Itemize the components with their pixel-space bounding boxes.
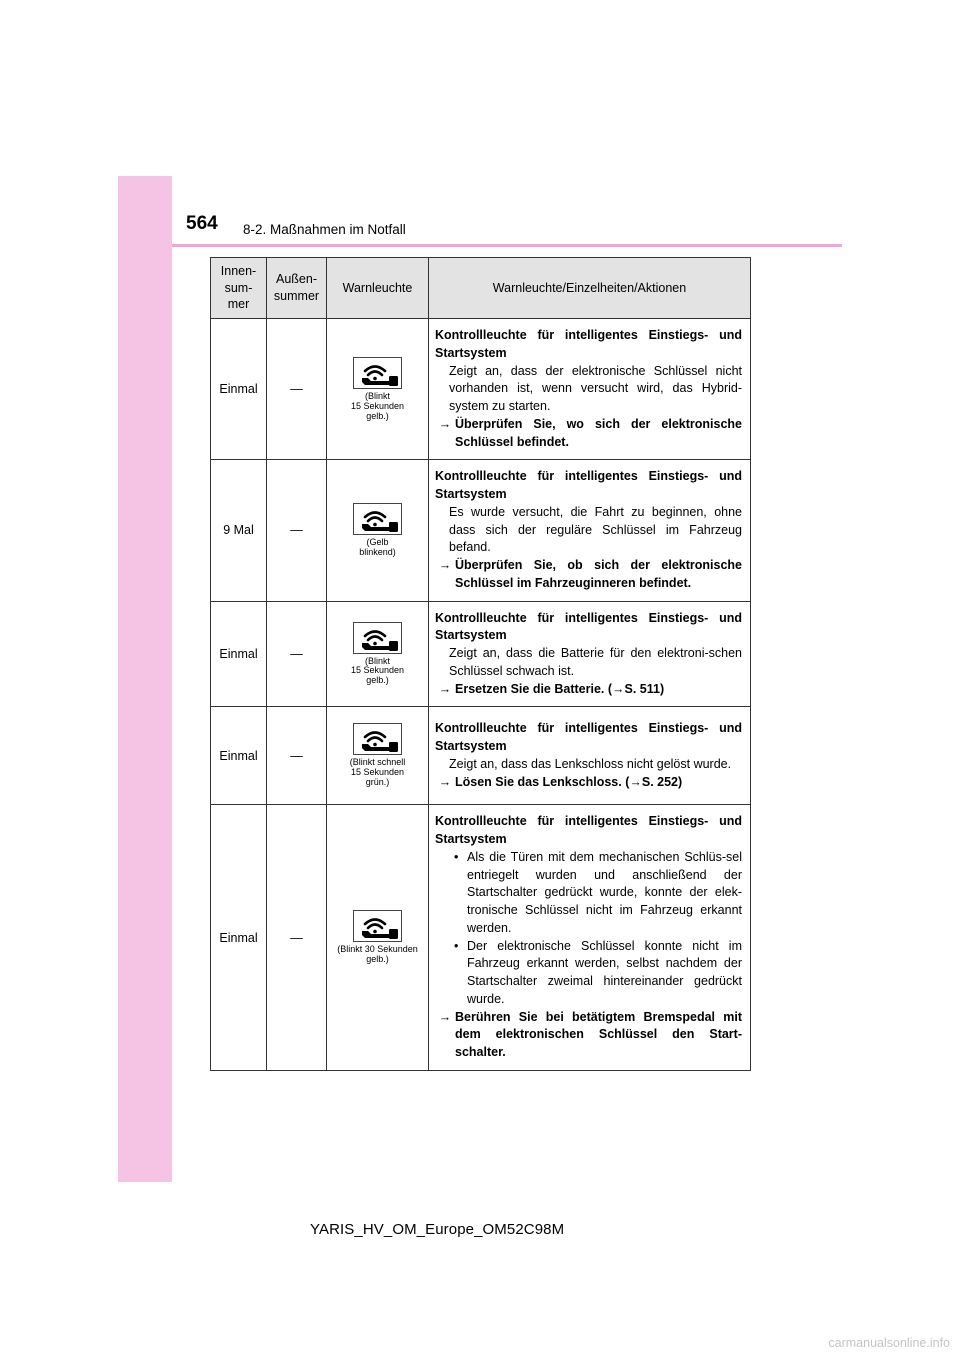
action-text: Überprüfen Sie, ob sich der elektronische Schlüssel im Fahrzeuginneren befindet. [455, 558, 742, 590]
buzzer-count: Einmal [211, 601, 267, 707]
smart-key-warning-icon [353, 723, 402, 755]
table-row [211, 319, 751, 460]
page-number: 564 [186, 213, 218, 234]
action-text: Überprüfen Sie, wo sich der elektronische Schlüssel befindet. [455, 416, 742, 449]
warning-light-cell [327, 707, 429, 805]
details-cell [429, 319, 751, 460]
warning-light-cell [327, 805, 429, 1071]
smart-key-warning-icon [353, 357, 402, 389]
action-text: Ersetzen Sie die Batterie. (→S. 511) [455, 681, 665, 696]
arrow-icon: → [438, 774, 452, 789]
detail-action [435, 774, 742, 792]
bullet-icon: • [454, 938, 459, 953]
col-header-outer-buzzer: Außen- summer [267, 258, 327, 319]
table-row [211, 707, 751, 805]
detail-action [435, 416, 742, 452]
section-title: 8-2. Maßnahmen im Notfall [243, 222, 406, 237]
details-cell [429, 460, 751, 601]
document-id: YARIS_HV_OM_Europe_OM52C98M [310, 1221, 565, 1238]
details-cell [429, 601, 751, 707]
detail-title: Kontrollleuchte für intelligentes Einstiegs- und Startsystem [435, 814, 742, 846]
outer-buzzer-dash: — [267, 319, 327, 460]
warning-light-cell [327, 601, 429, 707]
table-header-row [211, 258, 751, 319]
arrow-icon: → [438, 1009, 452, 1024]
detail-title: Kontrollleuchte für intelligentes Einstiegs- und Startsystem [435, 469, 742, 501]
arrow-icon: → [438, 416, 452, 431]
table-row [211, 460, 751, 601]
buzzer-count: Einmal [211, 319, 267, 460]
details-cell [429, 805, 751, 1071]
smart-key-warning-icon [353, 622, 402, 654]
warning-table [210, 257, 751, 1071]
detail-text: Zeigt an, dass die Batterie für den elektroni-schen Schlüssel schwach ist. [449, 646, 742, 678]
bullet-text: Der elektronische Schlüssel konnte nicht im Fahrzeug erkannt werden, selbst nachdem der Startschalter zweimal hintereinander gedrückt wurde. [467, 938, 742, 1006]
warning-light-cell [327, 319, 429, 460]
buzzer-count: 9 Mal [211, 460, 267, 601]
bullet-text: Als die Türen mit dem mechanischen Schlüs-sel entriegelt wurden und anschließend der Startschalter gedrückt wurde, konnte der elek-tronische Schlüssel nicht im Fahrzeug erkannt werden. [467, 849, 742, 935]
lamp-note: (Blinkt 15 Sekunden gelb.) [350, 390, 405, 421]
smart-key-warning-icon [353, 503, 402, 535]
watermark: carmanualsonline.info [828, 1336, 950, 1350]
col-header-details: Warnleuchte/Einzelheiten/Aktionen [429, 258, 751, 319]
bullet-icon: • [454, 849, 459, 864]
outer-buzzer-dash: — [267, 805, 327, 1071]
arrow-icon: → [438, 558, 452, 572]
detail-action [435, 1009, 742, 1062]
action-text: Berühren Sie bei betätigtem Bremspedal mit dem elektronischen Schlüssel den Start-schalter. [455, 1009, 742, 1059]
outer-buzzer-dash: — [267, 707, 327, 805]
smart-key-warning-icon [353, 910, 402, 942]
detail-bullet [435, 938, 742, 1009]
lamp-note: (Blinkt 15 Sekunden gelb.) [350, 655, 405, 686]
action-text: Lösen Sie das Lenkschloss. (→S. 252) [455, 774, 683, 789]
warning-light-cell [327, 460, 429, 601]
detail-text: Zeigt an, dass der elektronische Schlüssel nicht vorhanden ist, wenn versucht wird, das Hybrid-system zu starten. [449, 363, 742, 413]
col-header-inner-buzzer: Innen- sum- mer [211, 258, 267, 319]
side-color-band [118, 176, 172, 1182]
detail-action [435, 681, 742, 699]
detail-title: Kontrollleuchte für intelligentes Einstiegs- und Startsystem [435, 328, 742, 360]
table-row [211, 805, 751, 1071]
outer-buzzer-dash: — [267, 460, 327, 601]
lamp-note: (Blinkt schnell 15 Sekunden grün.) [349, 757, 406, 788]
detail-title: Kontrollleuchte für intelligentes Einstiegs- und Startsystem [435, 721, 742, 753]
arrow-icon: → [438, 681, 452, 696]
detail-title: Kontrollleuchte für intelligentes Einstiegs- und Startsystem [435, 610, 742, 643]
table-row [211, 601, 751, 707]
detail-action [435, 557, 742, 593]
col-header-warning-light: Warnleuchte [327, 258, 429, 319]
detail-bullet [435, 849, 742, 938]
buzzer-count: Einmal [211, 805, 267, 1071]
detail-text: Es wurde versucht, die Fahrt zu beginnen, ohne dass sich der reguläre Schlüssel im Fahrzeug befand. [449, 504, 742, 555]
header-rule [172, 244, 842, 247]
detail-text: Zeigt an, dass das Lenkschloss nicht gelöst wurde. [449, 756, 732, 771]
lamp-note: (Gelb blinkend) [359, 536, 396, 557]
lamp-note: (Blinkt 30 Sekunden gelb.) [337, 944, 418, 964]
details-cell [429, 707, 751, 805]
outer-buzzer-dash: — [267, 601, 327, 707]
buzzer-count: Einmal [211, 707, 267, 805]
